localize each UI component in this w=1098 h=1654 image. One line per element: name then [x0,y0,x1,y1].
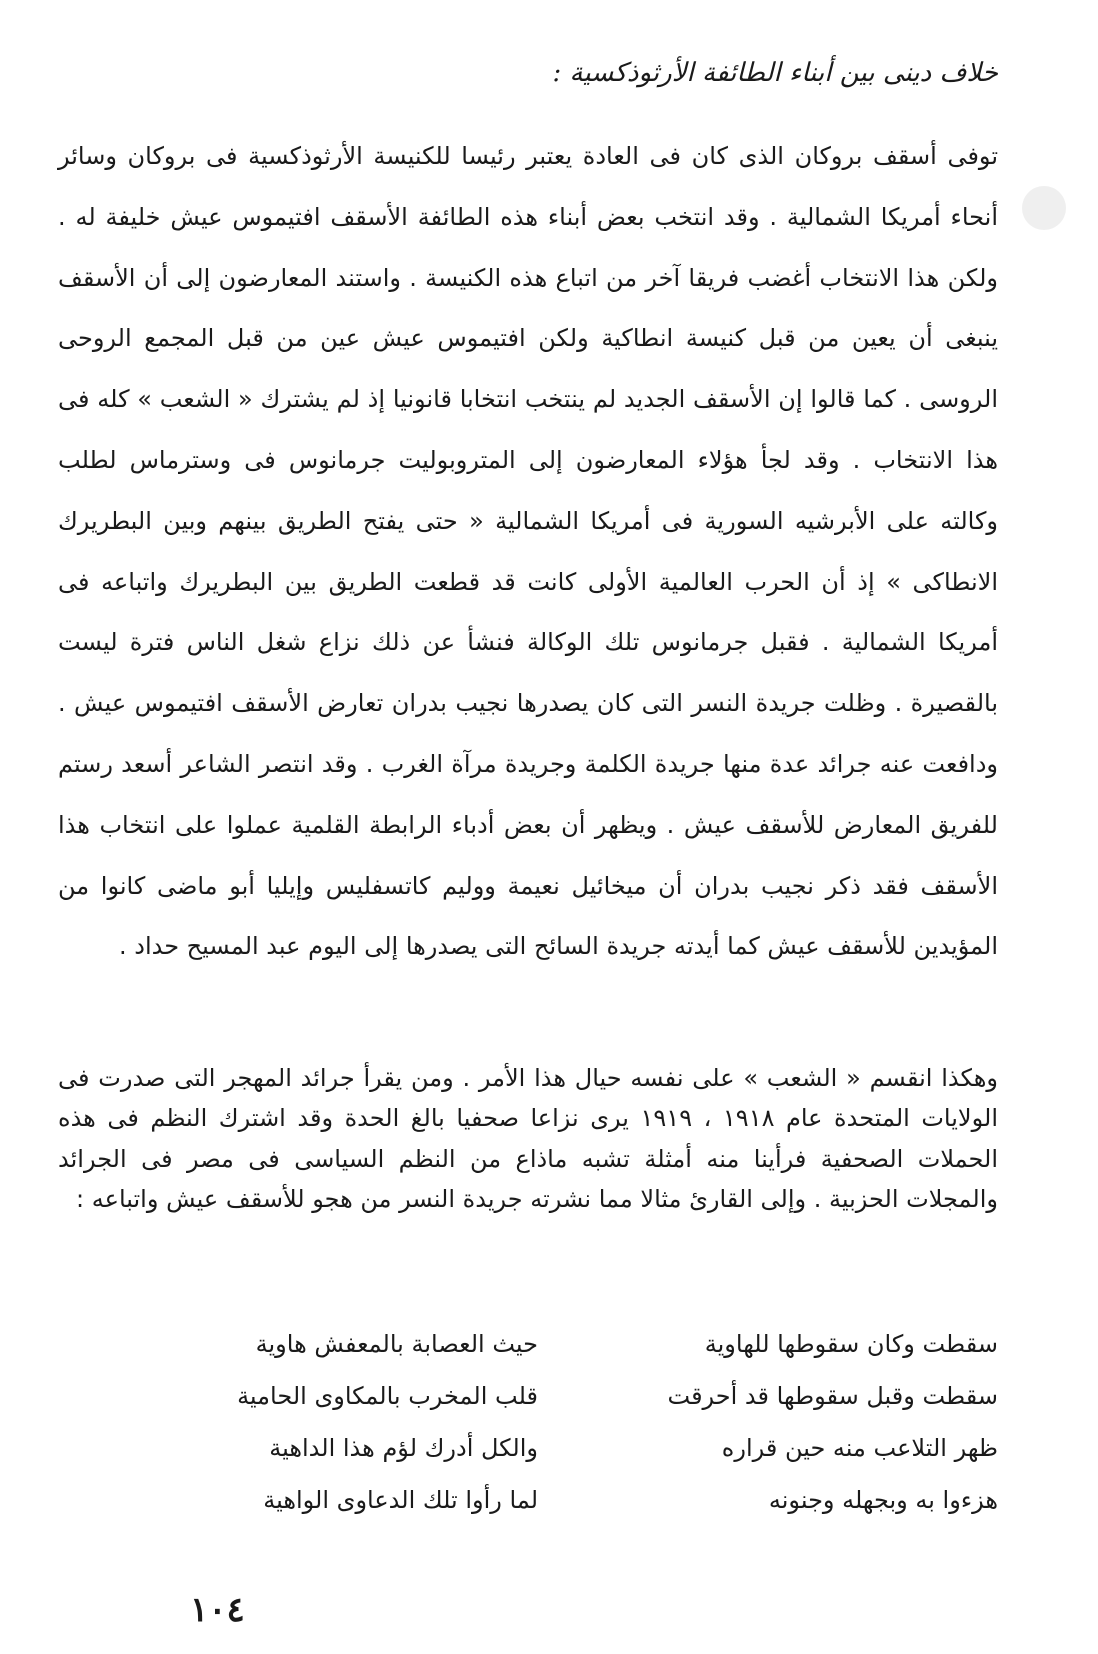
verse-first-hemistich: هزءوا به وبجهله وجنونه [768,1486,998,1514]
verse-first-hemistich: سقطت وكان سقوطها للهاوية [704,1330,998,1358]
scroll-indicator[interactable] [1022,186,1066,230]
verse-first-hemistich: ظهر التلاعب منه حين قراره [721,1434,998,1462]
poem [138,1318,998,1526]
section-heading: خلاف دينى بين أبناء الطائفة الأرثوذكسية : [552,58,998,88]
verse-second-hemistich: قلب المخرب بالمكاوى الحامية [237,1382,538,1410]
paragraph-2: وهكذا انقسم « الشعب » على نفسه حيال هذا الأمر . ومن يقرأ جرائد المهجر التى صدرت فى الولايات المتحدة عام ١٩١٨ ، ١٩١٩ يرى نزاعا صحفيا بالغ الحدة وقد اشترك النظم فى هذه الحملات الصحفية فرأينا منه أمثلة تشبه ماذاع من النظم السياسى فى مصر فى الجرائد والمجلات الحزبية . وإلى القارئ مثالا مما نشرته جريدة النسر من هجو للأسقف عيش واتباعه : [58,1064,998,1214]
poem-verse [138,1318,998,1370]
verse-first-hemistich: سقطت وقبل سقوطها قد أحرقت [667,1382,998,1410]
verse-second-hemistich: حيث العصابة بالمعفش هاوية [255,1330,538,1358]
poem-verse [138,1474,998,1526]
paragraph-1: توفى أسقف بروكان الذى كان فى العادة يعتبر رئيسا للكنيسة الأرثوذكسية فى بروكان وسائر أنحاء أمريكا الشمالية . وقد انتخب بعض أبناء هذه الطائفة الأسقف افتيموس عيش خليفة له . ولكن هذا الانتخاب أغضب فريقا آخر من اتباع هذه الكنيسة . واستند المعارضون إلى أن الأسقف ينبغى أن يعين من قبل كنيسة انطاكية ولكن افتيموس عيش عين من قبل المجمع الروحى الروسى . كما قالوا إن الأسقف الجديد لم ينتخب انتخابا قانونيا إذ لم يشترك « الشعب » كله فى هذا الانتخاب . وقد لجأ هؤلاء المعارضون إلى المتروبوليت جرمانوس فى وسترماس لطلب وكالته على الأبرشيه السورية فى أمريكا الشمالية « حتى يفتح الطريق بينهم وبين البطريرك الانطاكى » إذ أن الحرب العالمية الأولى كانت قد قطعت الطريق بين البطريرك واتباعه فى أمريكا الشمالية . فقبل جرمانوس تلك الوكالة فنشأ عن ذلك نزاع شغل الناس فترة ليست بالقصيرة . وظلت جريدة النسر التى كان يصدرها نجيب بدران تعارض الأسقف افتيموس عيش . ودافعت عنه جرائد عدة منها جريدة الكلمة وجريدة مرآة الغرب . وقد انتصر الشاعر أسعد رستم للفريق المعارض للأسقف عيش . ويظهر أن بعض أدباء الرابطة القلمية عملوا على انتخاب هذا الأسقف فقد ذكر نجيب بدران أن ميخائيل نعيمة ووليم كاتسفليس وإيليا أبو ماضى كانوا من المؤيدين للأسقف عيش كما أيدته جريدة السائح التى يصدرها إلى اليوم عبد المسيح حداد . [58,142,998,961]
page-number: ١٠٤ [190,1590,245,1630]
poem-verse [138,1422,998,1474]
verse-second-hemistich: لما رأوا تلك الدعاوى الواهية [263,1486,538,1514]
poem-verse [138,1370,998,1422]
verse-second-hemistich: والكل أدرك لؤم هذا الداهية [269,1434,538,1462]
